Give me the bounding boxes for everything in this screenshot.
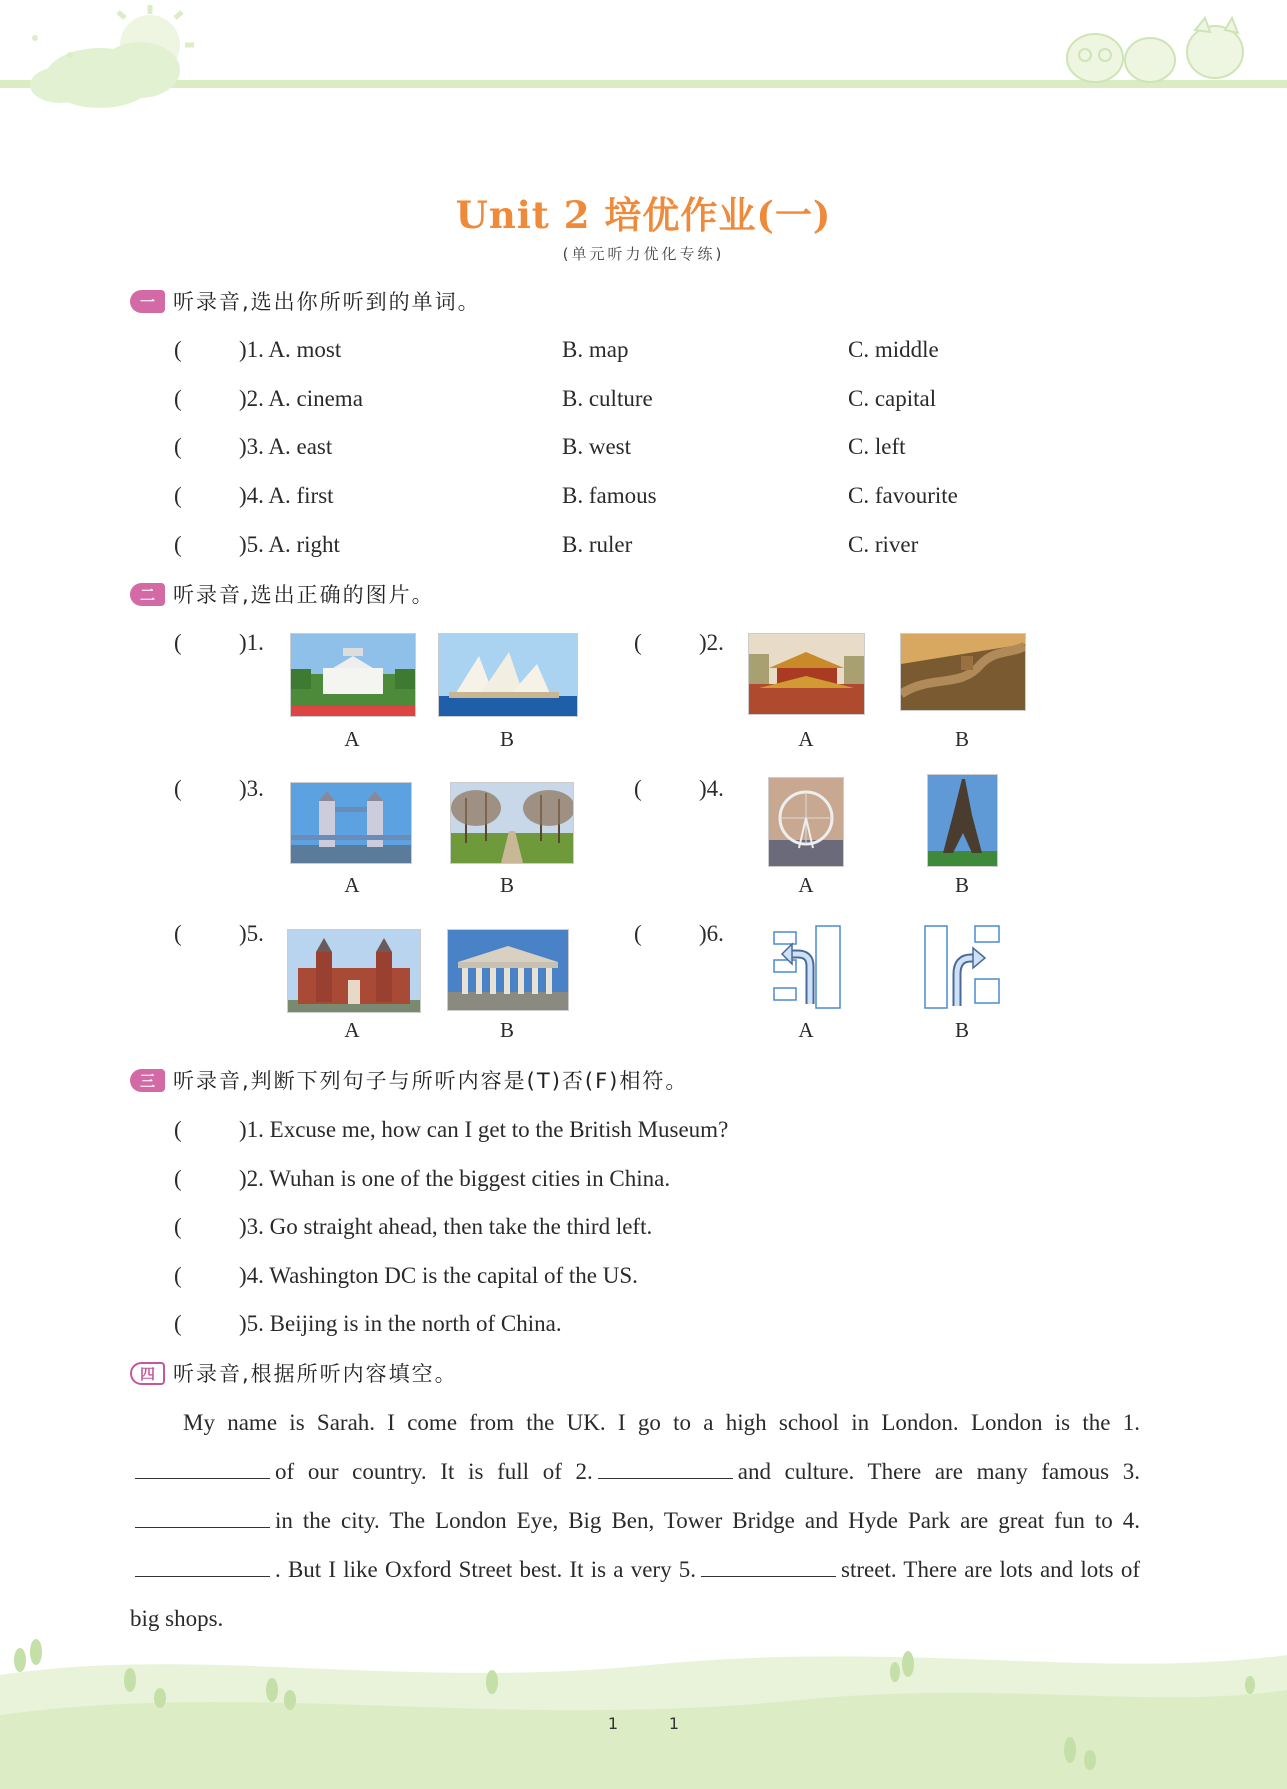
statement-text: )3. Go straight ahead, then take the third left. xyxy=(239,1214,653,1239)
statement-text: )2. Wuhan is one of the biggest cities in China. xyxy=(239,1166,671,1191)
blank-4-input[interactable] xyxy=(135,1554,270,1577)
part3-statement-4 xyxy=(174,1260,1074,1292)
statement-text: )1. Excuse me, how can I get to the British Museum? xyxy=(239,1117,729,1142)
part2-q1-paren[interactable]: ( xyxy=(174,630,182,655)
question-number-options: )2. A. cinema xyxy=(239,386,363,411)
section-3-instruction: 听录音,判断下列句子与所听内容是(T)否(F)相符。 xyxy=(173,1069,689,1093)
option-a-label: A xyxy=(798,1018,814,1042)
blank-1-input[interactable] xyxy=(135,1456,270,1479)
answer-paren[interactable]: ( xyxy=(174,483,182,508)
part2-q3-paren[interactable]: ( xyxy=(174,776,182,801)
section-2-instruction: 听录音,选出正确的图片。 xyxy=(173,583,435,607)
sydney-opera-house-picture[interactable] xyxy=(438,633,578,717)
turn-right-sign-picture[interactable] xyxy=(923,924,1001,1010)
part3-statement-5 xyxy=(174,1308,1074,1340)
part2-q6-paren[interactable]: ( xyxy=(634,921,642,946)
page-number: 1 1 xyxy=(607,1714,680,1733)
part1-question-1 xyxy=(174,334,1074,366)
section-1-badge: 一 xyxy=(130,290,165,313)
answer-paren[interactable]: ( xyxy=(174,434,182,459)
option-b-label: B xyxy=(954,727,969,751)
option-c: C. left xyxy=(848,434,906,459)
part1-question-4 xyxy=(174,480,1074,512)
option-b-label: B xyxy=(954,873,969,897)
option-b-label: B xyxy=(954,1018,969,1042)
blank-2-input[interactable] xyxy=(598,1456,733,1479)
part2-q1-number: )1. xyxy=(239,630,264,655)
section-4-heading xyxy=(130,1358,458,1388)
option-b: B. ruler xyxy=(562,532,633,557)
answer-paren[interactable]: ( xyxy=(174,532,182,557)
part3-statement-1 xyxy=(174,1114,1074,1146)
header-decoration xyxy=(0,0,1287,120)
part3-statement-2 xyxy=(174,1163,1074,1195)
answer-paren[interactable]: ( xyxy=(174,1214,182,1239)
part2-q5-paren[interactable]: ( xyxy=(174,921,182,946)
statement-text: )4. Washington DC is the capital of the US. xyxy=(239,1263,638,1288)
section-4-instruction: 听录音,根据所听内容填空。 xyxy=(173,1362,458,1386)
question-number-options: )4. A. first xyxy=(239,483,334,508)
london-eye-picture[interactable] xyxy=(768,777,844,867)
part2-q5-number: )5. xyxy=(239,921,264,946)
section-2-heading xyxy=(130,579,435,609)
cartoon-animals-icon xyxy=(1067,18,1243,82)
blank-3-input[interactable] xyxy=(135,1505,270,1528)
part2-q3-number: )3. xyxy=(239,776,264,801)
option-b: B. culture xyxy=(562,386,653,411)
great-wall-picture[interactable] xyxy=(900,633,1026,711)
part1-question-3 xyxy=(174,431,1074,463)
section-4-badge: 四 xyxy=(130,1362,165,1385)
answer-paren[interactable]: ( xyxy=(174,1311,182,1336)
answer-paren[interactable]: ( xyxy=(174,1166,182,1191)
answer-paren[interactable]: ( xyxy=(174,337,182,362)
page-title: Unit 2 培优作业(一) xyxy=(455,193,832,237)
section-2-badge: 二 xyxy=(130,583,165,606)
part1-question-2 xyxy=(174,383,1074,415)
answer-paren[interactable]: ( xyxy=(174,1263,182,1288)
section-1-heading xyxy=(130,286,481,316)
option-b: B. map xyxy=(562,337,629,362)
page-subtitle: (单元听力优化专练) xyxy=(562,245,725,263)
option-b-label: B xyxy=(499,873,514,897)
option-b: B. famous xyxy=(562,483,657,508)
turn-left-sign-picture[interactable] xyxy=(770,924,842,1010)
part2-q4-number: )4. xyxy=(699,776,724,801)
question-number-options: )1. A. most xyxy=(239,337,342,362)
smithsonian-castle-picture[interactable] xyxy=(287,929,421,1013)
forbidden-city-picture[interactable] xyxy=(748,633,865,715)
part2-q4-paren[interactable]: ( xyxy=(634,776,642,801)
option-a-label: A xyxy=(344,727,360,751)
answer-paren[interactable]: ( xyxy=(174,386,182,411)
part2-q2-number: )2. xyxy=(699,630,724,655)
option-b-label: B xyxy=(499,727,514,751)
section-3-heading xyxy=(130,1065,688,1095)
option-c: C. favourite xyxy=(848,483,958,508)
part1-question-5 xyxy=(174,529,1074,561)
option-b: B. west xyxy=(562,434,631,459)
british-museum-picture[interactable] xyxy=(447,929,569,1011)
hyde-park-picture[interactable] xyxy=(450,782,574,864)
section-3-badge: 三 xyxy=(130,1069,165,1092)
part2-q2-paren[interactable]: ( xyxy=(634,630,642,655)
statement-text: )5. Beijing is in the north of China. xyxy=(239,1311,562,1336)
option-b-label: B xyxy=(499,1018,514,1042)
footer-hills-decoration xyxy=(0,1620,1287,1789)
option-c: C. river xyxy=(848,532,919,557)
option-a-label: A xyxy=(344,1018,360,1042)
answer-paren[interactable]: ( xyxy=(174,1117,182,1142)
option-a-label: A xyxy=(798,873,814,897)
section-1-instruction: 听录音,选出你所听到的单词。 xyxy=(173,290,481,314)
option-c: C. middle xyxy=(848,337,939,362)
option-c: C. capital xyxy=(848,386,937,411)
eiffel-tower-picture[interactable] xyxy=(927,774,998,867)
cloze-passage: My name is Sarah. I come from the UK. I go to a high school in London. London is the 1.of our country. It is full of 2. and culture. There are many famous 3.in the city. The London Eye, Big Ben, Tower Bridge and Hyde Park are great fun to 4.. But I like Oxford Street best. It is a very 5. street. There are lots and lots of big shops. xyxy=(130,1410,1140,1631)
part2-q6-number: )6. xyxy=(699,921,724,946)
tower-bridge-picture[interactable] xyxy=(290,782,412,864)
option-a-label: A xyxy=(344,873,360,897)
white-house-picture[interactable] xyxy=(290,633,416,717)
part3-statement-3 xyxy=(174,1211,1074,1243)
question-number-options: )3. A. east xyxy=(239,434,333,459)
sun-cloud-icon xyxy=(30,5,194,108)
blank-5-input[interactable] xyxy=(701,1554,836,1577)
option-a-label: A xyxy=(798,727,814,751)
question-number-options: )5. A. right xyxy=(239,532,340,557)
